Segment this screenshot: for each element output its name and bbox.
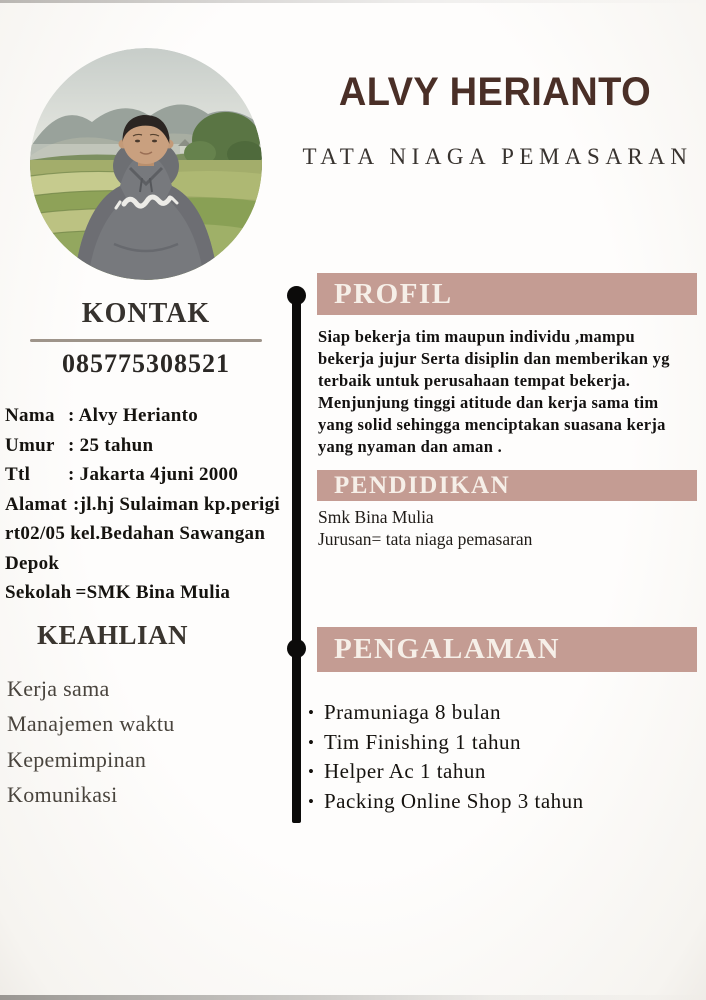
- profil-body: Siap bekerja tim maupun individu ,mampu bekerja jujur Serta disiplin dan memberikan yg terbaik untuk perusahaan tempat bekerja. Menjunjung tinggi atitude dan kerja sama tim yang solid sehingga menciptakan suasana kerja yang nyaman dan aman .: [318, 327, 670, 456]
- page-title: ALVY HERIANTO: [338, 70, 652, 114]
- skill-item: Kerja sama: [7, 676, 110, 701]
- experience-item: • Tim Finishing 1 tahun: [308, 728, 700, 758]
- timeline-line: [292, 292, 301, 823]
- skills-heading: KEAHLIAN: [36, 620, 189, 650]
- page-subtitle: TATA NIAGA PEMASARAN: [302, 144, 693, 169]
- detail-row-alamat-2: rt02/05 kel.Bedahan Sawangan: [5, 523, 266, 544]
- timeline-dot-pengalaman: [287, 639, 306, 658]
- pendidikan-major: Jurusan= tata niaga pemasaran: [318, 528, 533, 549]
- section-header-pendidikan: PENDIDIKAN: [317, 470, 697, 501]
- experience-item: • Helper Ac 1 tahun: [308, 757, 700, 787]
- experience-item: • Packing Online Shop 3 tahun: [308, 787, 700, 817]
- detail-row-umur: Umur : 25 tahun: [5, 434, 154, 456]
- detail-row-alamat: Alamat :jl.hj Sulaiman kp.perigi: [5, 493, 281, 515]
- skill-item: Manajemen waktu: [7, 711, 175, 737]
- profile-photo-illustration: [30, 48, 262, 280]
- contact-heading: KONTAK: [81, 298, 211, 329]
- skill-item: Kepemimpinan: [7, 746, 147, 772]
- timeline-dot-profil: [287, 286, 306, 305]
- detail-row-alamat-3: Depok: [5, 552, 60, 574]
- detail-row-nama: Nama : Alvy Herianto: [5, 405, 199, 426]
- profile-photo: [30, 48, 262, 280]
- contact-divider: [30, 339, 262, 342]
- skills-list: [7, 671, 287, 813]
- pendidikan-school: Smk Bina Mulia: [318, 507, 434, 527]
- section-header-pengalaman: PENGALAMAN: [317, 627, 697, 672]
- detail-row-sekolah: Sekolah =SMK Bina Mulia: [5, 582, 231, 603]
- pendidikan-body: [318, 507, 698, 550]
- experience-item: • Pramuniaga 8 bulan: [308, 698, 700, 728]
- experience-list: [308, 698, 700, 816]
- contact-details: [5, 401, 295, 608]
- section-header-profil: PROFIL: [317, 273, 697, 315]
- phone-number: 085775308521: [62, 349, 230, 378]
- skill-item: Komunikasi: [7, 782, 118, 808]
- detail-row-ttl: Ttl : Jakarta 4juni 2000: [5, 464, 239, 485]
